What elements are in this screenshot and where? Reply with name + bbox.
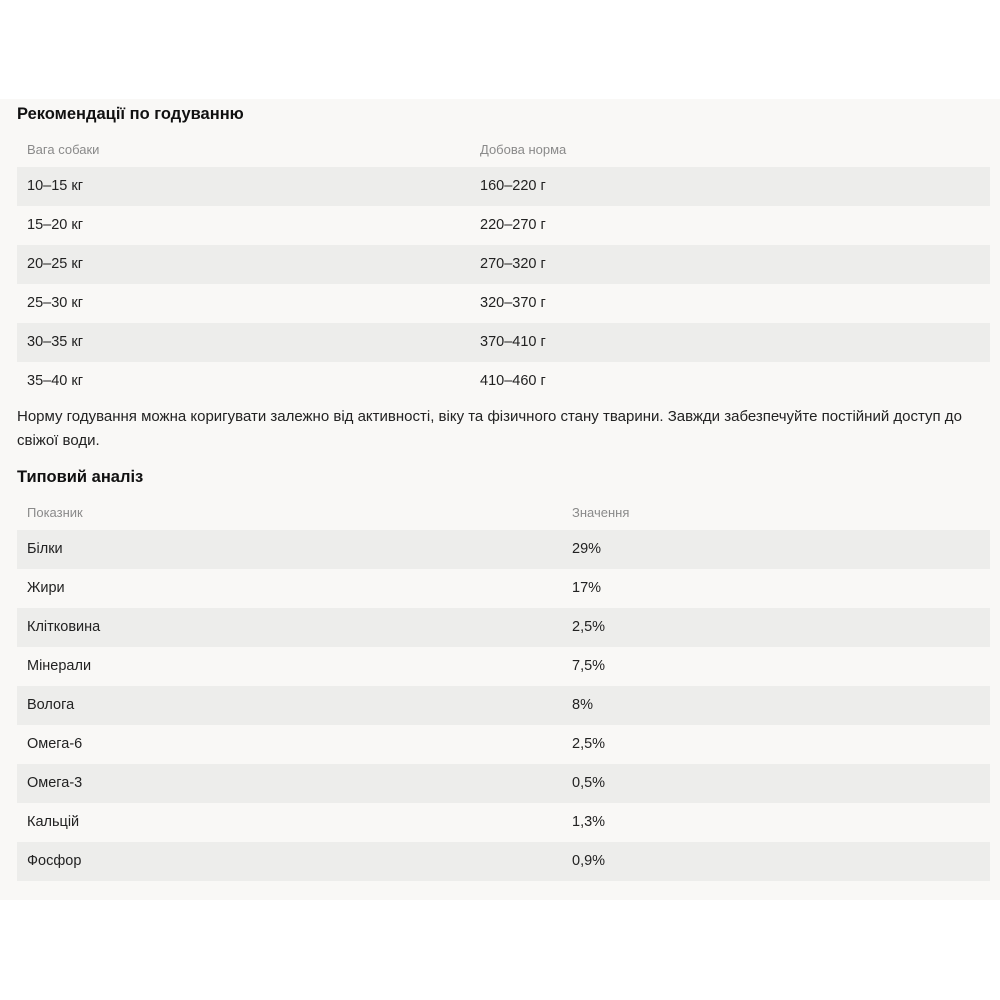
- column-header-value: Значення: [572, 505, 630, 520]
- table-cell-value: 29%: [572, 541, 602, 557]
- analysis-table: [17, 496, 990, 881]
- table-row: [17, 647, 990, 686]
- table-row: [17, 245, 990, 284]
- table-row: [17, 803, 990, 842]
- table-cell-label: Жири: [27, 580, 65, 596]
- table-cell-label: Омега-3: [27, 775, 83, 791]
- table-cell-value: 7,5%: [572, 658, 606, 674]
- table-cell-value: 2,5%: [572, 619, 606, 635]
- table-cell-value: 8%: [572, 697, 593, 713]
- table-cell-value: 0,9%: [572, 853, 606, 869]
- table-cell-value: 0,5%: [572, 775, 606, 791]
- table-cell-label: 20–25 кг: [27, 256, 83, 272]
- table-cell-value: 220–270 г: [480, 217, 546, 233]
- feeding-table-body: [17, 167, 990, 401]
- table-cell-label: Фосфор: [27, 853, 82, 869]
- feeding-table: [17, 133, 990, 401]
- table-cell-value: 1,3%: [572, 814, 606, 830]
- analysis-table-body: [17, 530, 990, 881]
- table-cell-value: 270–320 г: [480, 256, 546, 272]
- table-cell-label: Клітковина: [27, 619, 101, 635]
- table-cell-label: Білки: [27, 541, 63, 557]
- table-cell-value: 320–370 г: [480, 295, 546, 311]
- feeding-note: Норму годування можна коригувати залежно від активності, віку та фізичного стану тварини. Завжди забезпечуйте постійний доступ до свіжої води.: [17, 408, 962, 449]
- column-header-indicator: Показник: [27, 505, 83, 520]
- table-cell-label: 15–20 кг: [27, 217, 83, 233]
- column-header-weight: Вага собаки: [27, 142, 100, 157]
- feeding-table-header: [17, 133, 990, 167]
- table-cell-label: 30–35 кг: [27, 334, 83, 350]
- table-row: [17, 686, 990, 725]
- table-cell-label: 35–40 кг: [27, 373, 83, 389]
- table-row: [17, 764, 990, 803]
- table-cell-value: 17%: [572, 580, 602, 596]
- table-cell-label: Волога: [27, 697, 75, 713]
- table-cell-value: 160–220 г: [480, 178, 546, 194]
- column-header-daily-norm: Добова норма: [480, 142, 567, 157]
- table-cell-label: Кальцій: [27, 814, 80, 830]
- table-cell-value: 370–410 г: [480, 334, 546, 350]
- feeding-title: Рекомендації по годуванню: [17, 105, 244, 123]
- table-cell-value: 2,5%: [572, 736, 606, 752]
- analysis-table-header: [17, 496, 990, 530]
- table-row: [17, 323, 990, 362]
- table-row: [17, 725, 990, 764]
- table-cell-value: 410–460 г: [480, 373, 546, 389]
- table-cell-label: 25–30 кг: [27, 295, 83, 311]
- table-row: [17, 167, 990, 206]
- table-row: [17, 362, 990, 401]
- table-row: [17, 569, 990, 608]
- table-row: [17, 206, 990, 245]
- table-cell-label: Мінерали: [27, 658, 92, 674]
- table-cell-label: Омега-6: [27, 736, 83, 752]
- table-row: [17, 842, 990, 881]
- table-cell-label: 10–15 кг: [27, 178, 83, 194]
- table-row: [17, 284, 990, 323]
- table-row: [17, 530, 990, 569]
- analysis-title: Типовий аналіз: [17, 468, 144, 486]
- table-row: [17, 608, 990, 647]
